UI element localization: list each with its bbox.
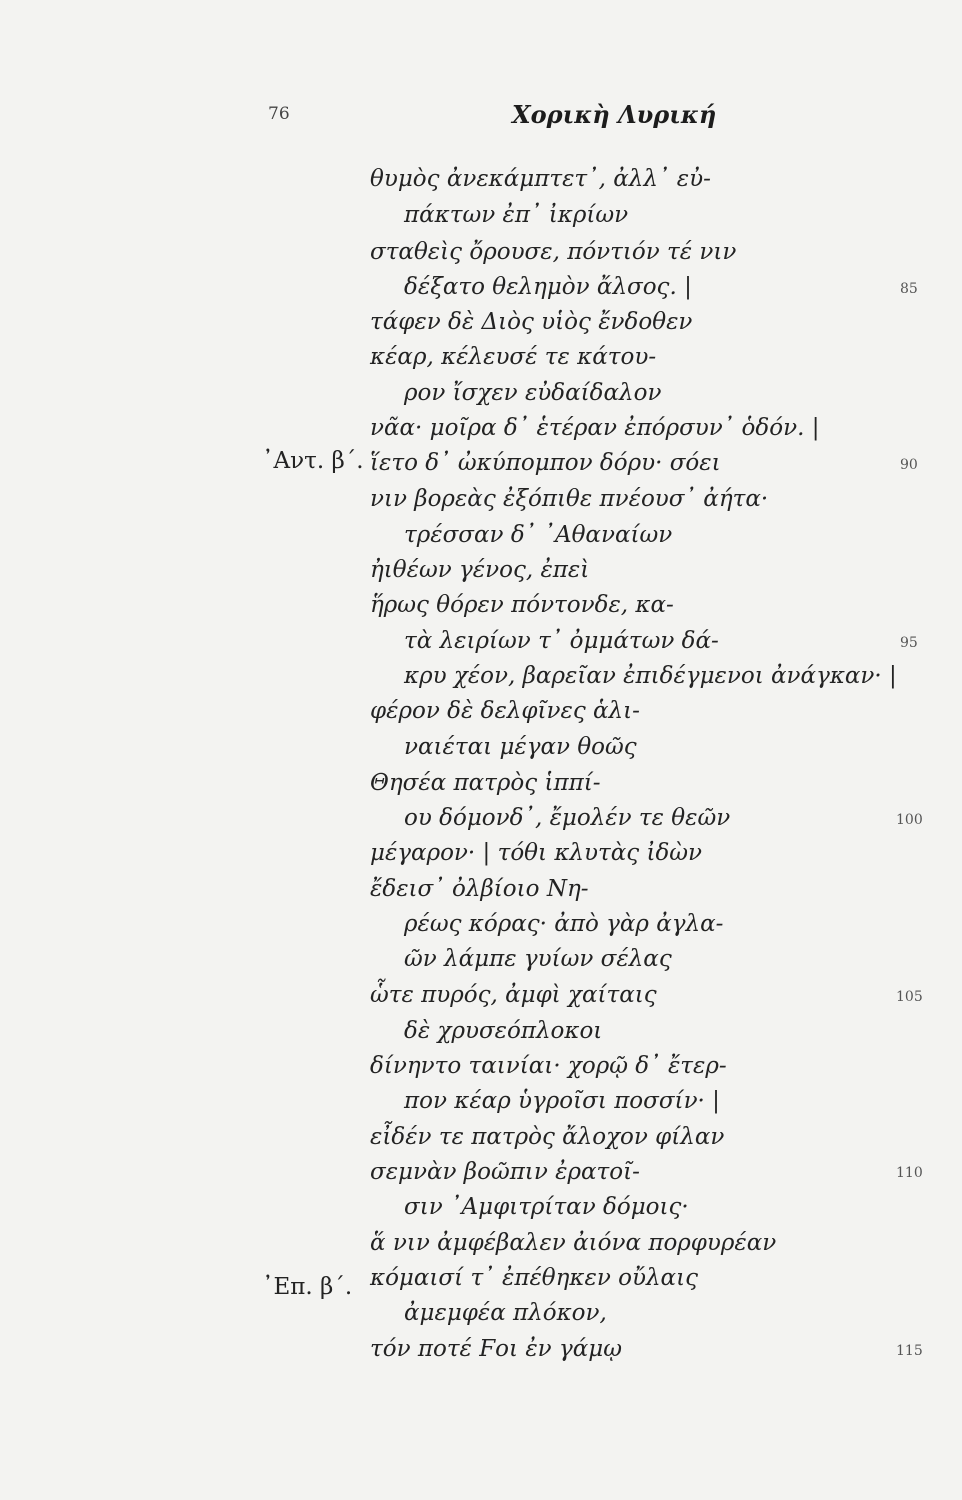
verse-line: ρέως κόρας· ἀπὸ γὰρ ἀγλα- bbox=[404, 911, 724, 937]
verse-line: δὲ χρυσεόπλοκοι bbox=[404, 1018, 603, 1044]
verse-line: πον κέαρ ὑγροῖσι ποσσίν· | bbox=[404, 1088, 720, 1114]
verse-line: ρον ἴσχεν εὐδαίδαλον bbox=[404, 380, 662, 406]
strophe-label-antistrophe: ᾿Αντ. β΄. bbox=[262, 448, 364, 474]
page-number: 76 bbox=[268, 104, 290, 124]
verse-line: ἠιθέων γένος, ἐπεὶ bbox=[370, 557, 590, 583]
verse-line: νᾶα· μοῖρα δ᾿ ἑτέραν ἐπόρσυν᾿ ὁδόν. | bbox=[370, 415, 820, 441]
verse-line: ἥρως θόρεν πόντονδε, κα- bbox=[370, 592, 674, 618]
strophe-label-epode: ᾿Επ. β΄. bbox=[262, 1274, 353, 1300]
line-number: 95 bbox=[900, 635, 918, 651]
verse-line: θυμὸς ἀνεκάμπτετ᾿, ἀλλ᾿ εὐ- bbox=[370, 166, 711, 192]
verse-line: τόν ποτέ Ϝοι ἐν γάμῳ bbox=[370, 1336, 622, 1362]
running-title: Χορικὴ Λυρική bbox=[512, 100, 717, 129]
verse-line: τὰ λειρίων τ᾿ ὀμμάτων δά- bbox=[404, 628, 719, 654]
verse-line: σταθεὶς ὄρουσε, πόντιόν τέ νιν bbox=[370, 239, 737, 265]
verse-line: φέρον δὲ δελφῖνες ἁλι- bbox=[370, 698, 640, 724]
line-number: 105 bbox=[896, 989, 923, 1005]
verse-line: κρυ χέον, βαρεῖαν ἐπιδέγμενοι ἀνάγκαν· | bbox=[404, 663, 897, 689]
verse-line: σεμνὰν βοῶπιν ἐρατοῖ- bbox=[370, 1159, 640, 1185]
verse-line: εἶδέν τε πατρὸς ἄλοχον φίλαν bbox=[370, 1124, 725, 1150]
verse-line: σιν ᾿Αμφιτρίταν δόμοις· bbox=[404, 1194, 689, 1220]
verse-line: ναιέται μέγαν θοῶς bbox=[404, 734, 637, 760]
line-number: 85 bbox=[900, 281, 918, 297]
verse-line: τάφεν δὲ Διὸς υἱὸς ἔνδοθεν bbox=[370, 309, 693, 335]
line-number: 90 bbox=[900, 457, 918, 473]
verse-line: μέγαρον· | τόθι κλυτὰς ἰδὼν bbox=[370, 840, 703, 866]
verse-line: δίνηντο ταινίαι· χορῷ δ᾿ ἔτερ- bbox=[370, 1053, 727, 1079]
verse-line: τρέσσαν δ᾿ ᾿Αθαναίων bbox=[404, 522, 673, 548]
verse-line: πάκτων ἐπ᾿ ἰκρίων bbox=[404, 202, 629, 228]
verse-line: ῶν λάμπε γυίων σέλας bbox=[404, 946, 672, 972]
verse-line: κέαρ, κέλευσέ τε κάτου- bbox=[370, 344, 657, 370]
verse-line: ἵετο δ᾿ ὠκύπομπον δόρυ· σόει bbox=[370, 450, 721, 476]
verse-line: ἔδεισ᾿ ὀλβίοιο Νη- bbox=[370, 876, 589, 902]
line-number: 100 bbox=[896, 812, 923, 828]
verse-line: νιν βορεὰς ἐξόπιθε πνέουσ᾿ ἀήτα· bbox=[370, 486, 769, 512]
verse-line: ου δόμονδ᾿, ἔμολέν τε θεῶν bbox=[404, 805, 731, 831]
verse-line: ὧτε πυρός, ἀμφὶ χαίταις bbox=[370, 982, 657, 1008]
line-number: 115 bbox=[896, 1343, 923, 1359]
verse-line: ἀμεμφέα πλόκον, bbox=[404, 1300, 607, 1326]
verse-line: δέξατο θελημὸν ἄλσος. | bbox=[404, 274, 692, 300]
verse-line: ἅ νιν ἀμφέβαλεν ἀιόνα πορφυρέαν bbox=[370, 1230, 777, 1256]
verse-line: Θησέα πατρὸς ἱππί- bbox=[370, 770, 601, 796]
line-number: 110 bbox=[896, 1165, 923, 1181]
verse-line: κόμαισί τ᾿ ἐπέθηκεν οὔλαις bbox=[370, 1265, 698, 1291]
